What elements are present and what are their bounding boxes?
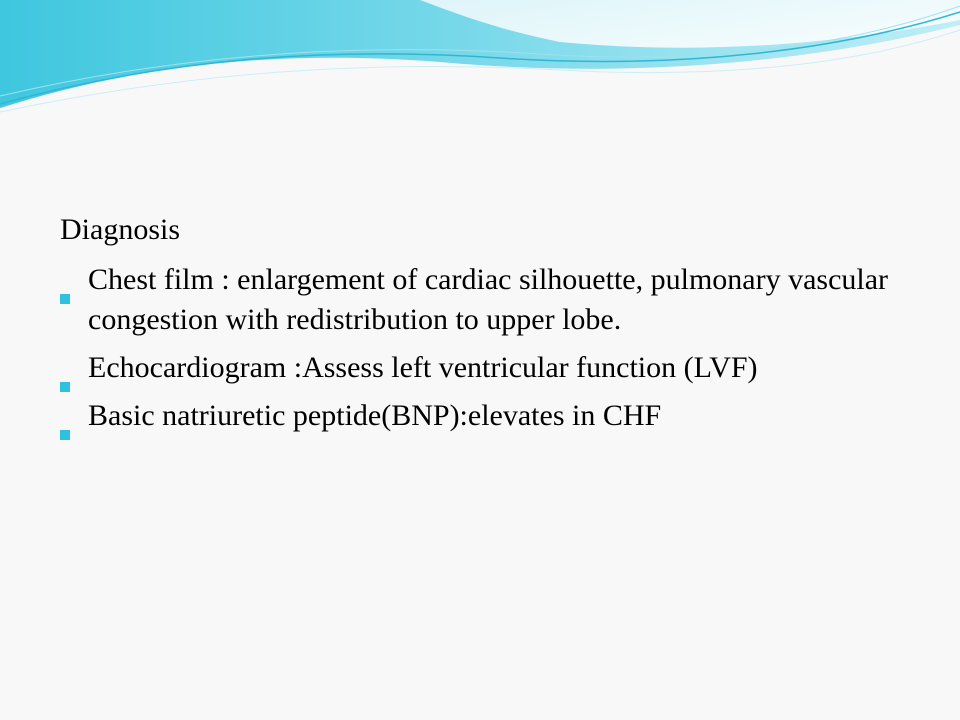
square-bullet-icon [60,411,70,421]
square-bullet-icon [60,275,70,285]
square-bullet-icon [60,363,70,373]
bullet-item [60,260,920,340]
slide-heading: Diagnosis [60,213,180,246]
slide-body [60,210,920,444]
header-wave-decoration [0,0,960,130]
bullet-item [60,348,920,388]
bullet-text: Chest film : enlargement of cardiac silhouette, pulmonary vascular congestion with redistribution to upper lobe. [88,263,889,336]
bullet-item [60,396,920,436]
bullet-text: Basic natriuretic peptide(BNP):elevates in CHF [88,399,662,432]
bullet-text: Echocardiogram :Assess left ventricular function (LVF) [88,351,758,384]
bullet-list [60,260,920,436]
